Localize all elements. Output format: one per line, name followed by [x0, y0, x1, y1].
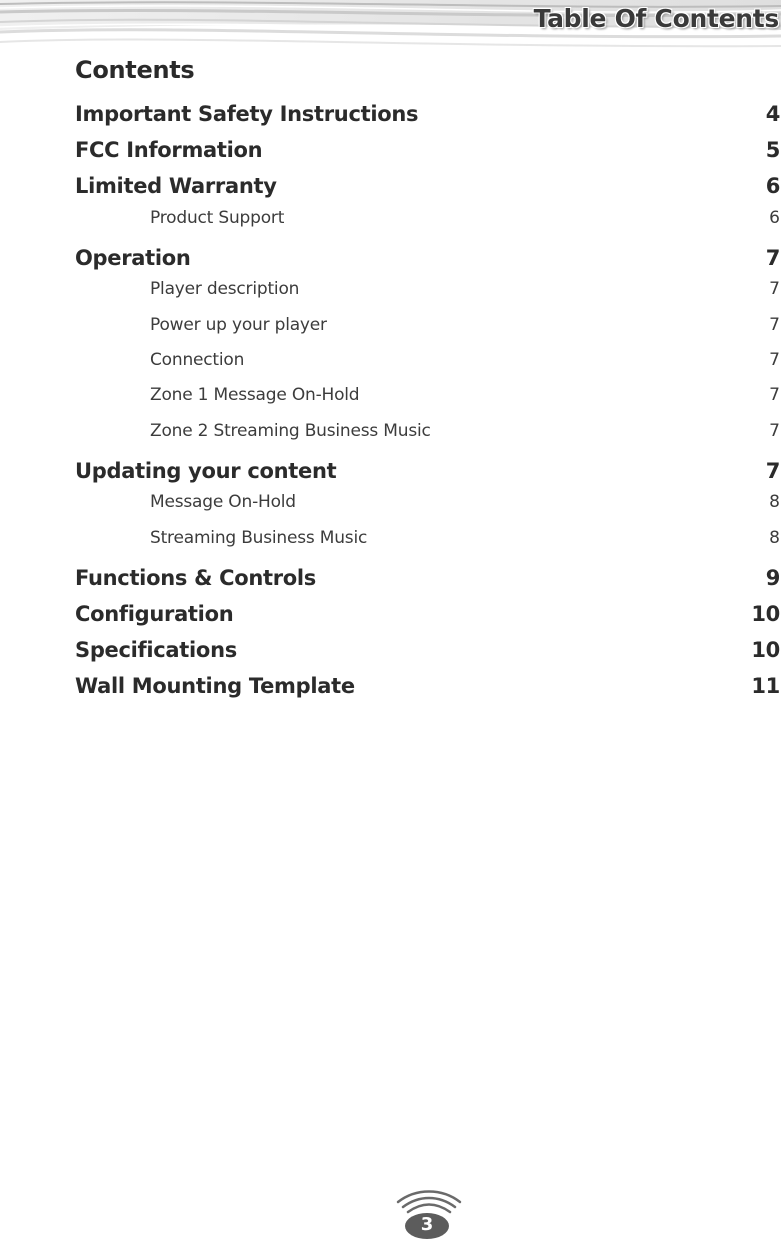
- toc-entry-specifications[interactable]: [75, 638, 780, 668]
- toc-subentry-zone2[interactable]: [75, 421, 780, 451]
- toc-entry-page: 5: [765, 138, 780, 162]
- toc-subentry-page: 8: [769, 528, 780, 548]
- toc-subentry-power-up[interactable]: [75, 315, 780, 345]
- toc-entry-label: Specifications: [75, 638, 237, 662]
- toc-entry-fcc[interactable]: [75, 138, 780, 168]
- toc-entry-page: 10: [751, 638, 780, 662]
- toc-entry-page: 4: [765, 102, 780, 126]
- toc-subentry-label: Power up your player: [150, 315, 327, 335]
- toc-entry-label: FCC Information: [75, 138, 263, 162]
- toc-entry-updating[interactable]: [75, 459, 780, 489]
- toc-subentry-label: Product Support: [150, 208, 285, 228]
- toc-subentry-product-support[interactable]: [75, 208, 780, 238]
- toc-subentry-label: Player description: [150, 279, 300, 299]
- toc-entry-page: 9: [765, 566, 780, 590]
- toc-entry-page: 10: [751, 602, 780, 626]
- toc-subentry-label: Zone 2 Streaming Business Music: [150, 421, 431, 441]
- toc-entry-page: 7: [765, 246, 780, 270]
- toc-entry-configuration[interactable]: [75, 602, 780, 632]
- toc-subentry-message-on-hold[interactable]: [75, 492, 780, 522]
- toc-subentry-streaming-music[interactable]: [75, 528, 780, 558]
- toc-entry-warranty[interactable]: [75, 174, 780, 204]
- toc-entry-label: Functions & Controls: [75, 566, 317, 590]
- toc-entry-safety[interactable]: [75, 102, 780, 132]
- toc-subentry-page: 6: [769, 208, 780, 228]
- toc-entry-label: Important Safety Instructions: [75, 102, 419, 126]
- toc-entry-page: 7: [765, 459, 780, 483]
- toc-entry-page: 6: [765, 174, 780, 198]
- toc-entry-label: Operation: [75, 246, 191, 270]
- toc-entry-label: Configuration: [75, 602, 234, 626]
- toc-subentry-player-description[interactable]: [75, 279, 780, 309]
- toc-subentry-connection[interactable]: [75, 350, 780, 380]
- toc-subentry-label: Connection: [150, 350, 245, 370]
- toc-subentry-label: Zone 1 Message On-Hold: [150, 385, 360, 405]
- toc-entry-operation[interactable]: [75, 246, 780, 276]
- contents-heading: Contents: [75, 56, 195, 84]
- toc-subentry-page: 8: [769, 492, 780, 512]
- toc-subentry-page: 7: [769, 350, 780, 370]
- toc-subentry-label: Streaming Business Music: [150, 528, 368, 548]
- footer-page-number: 3: [420, 1214, 434, 1235]
- toc-entry-label: Wall Mounting Template: [75, 674, 355, 698]
- toc-entry-wall-mounting[interactable]: [75, 674, 780, 704]
- toc-subentry-zone1[interactable]: [75, 385, 780, 415]
- toc-entry-page: 11: [751, 674, 780, 698]
- toc-entry-functions[interactable]: [75, 566, 780, 596]
- toc-subentry-page: 7: [769, 421, 780, 441]
- toc-entry-label: Updating your content: [75, 459, 337, 483]
- header-title: Table Of Contents: [533, 4, 779, 33]
- toc-entry-label: Limited Warranty: [75, 174, 277, 198]
- toc-subentry-label: Message On-Hold: [150, 492, 296, 512]
- toc-subentry-page: 7: [769, 315, 780, 335]
- toc-subentry-page: 7: [769, 279, 780, 299]
- toc-subentry-page: 7: [769, 385, 780, 405]
